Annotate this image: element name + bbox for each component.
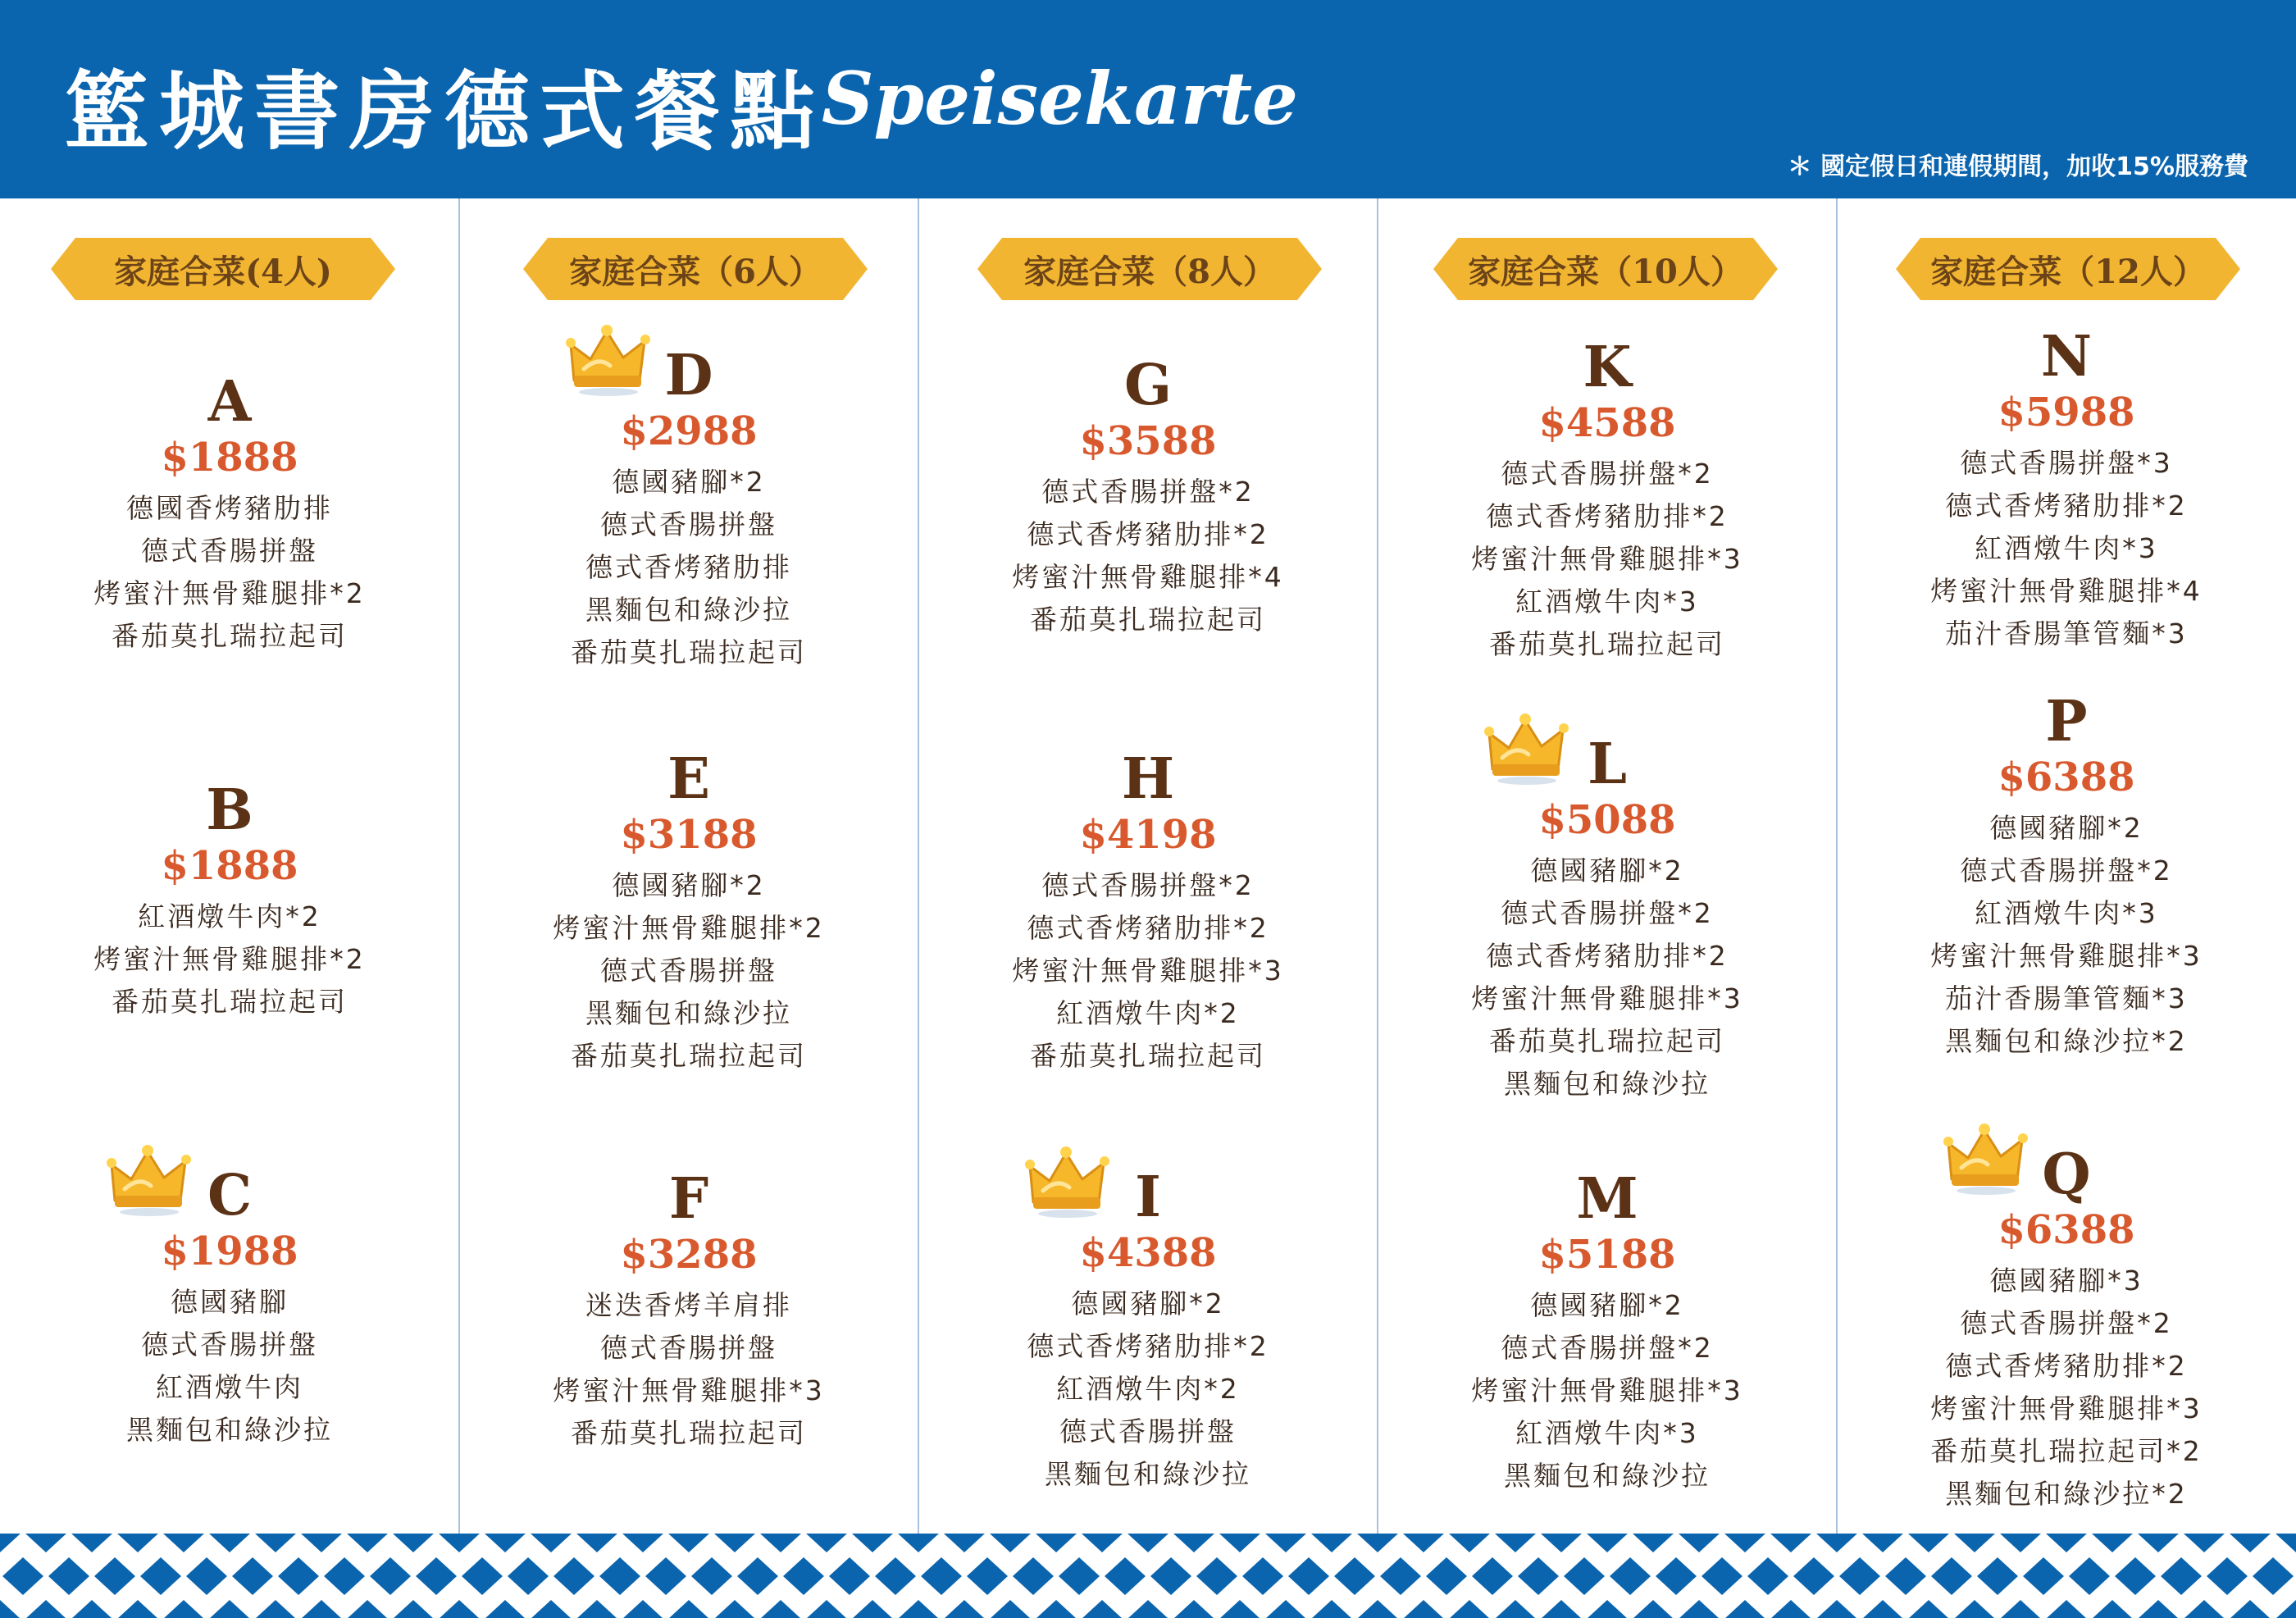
dish-item: 德式香腸拼盤*2 <box>1501 897 1714 929</box>
dish-item: 番茄莫扎瑞拉起司 <box>112 620 348 652</box>
party-size-badge <box>51 238 395 300</box>
set-menu-f <box>459 1168 918 1455</box>
diamond-pattern-border <box>0 1534 2296 1618</box>
dish-item: 紅酒燉牛肉*3 <box>1975 897 2158 929</box>
set-menu-i <box>918 1166 1378 1496</box>
dish-item: 德國豬腳*3 <box>1989 1265 2143 1297</box>
set-price: $5988 <box>1998 390 2135 435</box>
menu-column <box>0 198 459 1534</box>
set-price: $6388 <box>1998 754 2135 800</box>
party-size-badge <box>977 238 1322 300</box>
dish-item: 烤蜜汁無骨雞腿排*2 <box>93 577 366 609</box>
column-divider <box>1377 198 1378 1534</box>
set-letter: B <box>206 777 253 843</box>
set-letter: L <box>1588 732 1627 797</box>
dish-item: 德式香腸拼盤 <box>600 1332 777 1364</box>
dish-item: 黑麵包和綠沙拉*2 <box>1945 1025 2188 1057</box>
set-price: $3188 <box>620 812 758 858</box>
set-menu-b <box>0 779 459 1023</box>
dish-item: 烤蜜汁無骨雞腿排*2 <box>93 943 366 975</box>
dish-item: 德式香烤豬肋排*2 <box>1027 1330 1269 1362</box>
dish-item: 德國香烤豬肋排 <box>126 492 333 524</box>
dish-item: 紅酒燉牛肉 <box>156 1371 303 1403</box>
dish-item: 德國豬腳*2 <box>1530 1289 1684 1321</box>
dish-item: 德式香烤豬肋排*2 <box>1945 490 2188 522</box>
dish-item: 番茄莫扎瑞拉起司 <box>1030 1040 1266 1072</box>
menu-column <box>918 198 1378 1534</box>
dish-item: 德式香腸拼盤 <box>600 955 777 987</box>
set-price: $4388 <box>1079 1230 1217 1276</box>
dish-item: 德國豬腳*2 <box>1530 855 1684 886</box>
dish-item: 番茄莫扎瑞拉起司 <box>1489 1025 1725 1057</box>
dish-item: 烤蜜汁無骨雞腿排*3 <box>1471 543 1743 575</box>
dish-item: 德式香烤豬肋排*2 <box>1486 500 1729 532</box>
dish-item: 德式香腸拼盤*2 <box>1960 855 2173 886</box>
dish-item: 德式香烤豬肋排*2 <box>1945 1350 2188 1382</box>
set-menu-p <box>1837 690 2296 1063</box>
set-menu-d <box>459 344 918 674</box>
set-letter: N <box>2040 324 2093 390</box>
dish-item: 番茄莫扎瑞拉起司*2 <box>1930 1435 2203 1467</box>
dish-item: 烤蜜汁無骨雞腿排*3 <box>1471 1374 1743 1406</box>
service-charge-note: ＊ 國定假日和連假期間，加收15%服務費 <box>1787 153 2248 181</box>
set-letter: A <box>207 369 252 435</box>
party-size-label: 家庭合菜（10人） <box>1468 252 1743 291</box>
dish-item: 德式香腸拼盤*2 <box>1041 869 1255 901</box>
set-letter: E <box>667 746 710 812</box>
dish-item: 番茄莫扎瑞拉起司 <box>571 1417 807 1449</box>
dish-item: 德國豬腳*2 <box>1989 812 2143 844</box>
party-size-label: 家庭合菜（12人） <box>1930 252 2206 291</box>
set-letter: H <box>1121 746 1175 812</box>
dish-item: 德國豬腳*2 <box>1071 1288 1225 1319</box>
menu-column <box>459 198 918 1534</box>
dish-item: 德國豬腳*2 <box>612 466 766 498</box>
header-banner <box>0 0 2296 198</box>
column-divider <box>918 198 919 1534</box>
dish-item: 烤蜜汁無骨雞腿排*3 <box>1930 940 2203 972</box>
set-price: $1888 <box>161 843 298 889</box>
set-price: $5188 <box>1538 1232 1676 1278</box>
set-price: $2988 <box>620 408 758 454</box>
dish-item: 德式香腸拼盤*2 <box>1501 458 1714 490</box>
crown-icon <box>566 323 651 397</box>
dish-item: 番茄莫扎瑞拉起司 <box>571 1040 807 1072</box>
dish-item: 黑麵包和綠沙拉 <box>585 997 792 1029</box>
dish-item: 德式香腸拼盤 <box>141 535 318 567</box>
set-price: $4588 <box>1538 400 1676 446</box>
menu-column <box>1378 198 1837 1534</box>
dish-item: 黑麵包和綠沙拉 <box>126 1414 333 1446</box>
dish-item: 紅酒燉牛肉*2 <box>138 900 321 932</box>
set-menu-l <box>1378 733 1837 1105</box>
dish-item: 黑麵包和綠沙拉 <box>1045 1458 1251 1490</box>
set-price: $4198 <box>1079 812 1217 858</box>
crown-icon <box>1025 1145 1110 1219</box>
set-price: $1888 <box>161 435 298 481</box>
dish-item: 迷迭香烤羊肩排 <box>585 1289 792 1321</box>
party-size-badge <box>1896 238 2240 300</box>
set-menu-a <box>0 371 459 658</box>
set-letter: K <box>1583 335 1632 400</box>
set-menu-e <box>459 748 918 1078</box>
set-menu-n <box>1837 326 2296 655</box>
set-letter: G <box>1123 353 1173 418</box>
dish-item: 德式香烤豬肋排*2 <box>1486 940 1729 972</box>
crown-icon <box>1484 712 1569 786</box>
party-size-badge <box>523 238 868 300</box>
set-letter: P <box>2045 689 2088 754</box>
menu-columns <box>0 198 2296 1534</box>
set-price: $5088 <box>1538 797 1676 843</box>
dish-item: 紅酒燉牛肉*3 <box>1515 586 1699 618</box>
dish-item: 黑麵包和綠沙拉*2 <box>1945 1478 2188 1510</box>
dish-item: 德式香腸拼盤*2 <box>1041 476 1255 508</box>
set-price: $6388 <box>1998 1207 2135 1253</box>
dish-item: 紅酒燉牛肉*2 <box>1056 997 1240 1029</box>
set-menu-k <box>1378 336 1837 666</box>
dish-item: 德式香腸拼盤 <box>1059 1415 1237 1447</box>
dish-item: 番茄莫扎瑞拉起司 <box>112 986 348 1018</box>
dish-item: 德式香腸拼盤*2 <box>1960 1307 2173 1339</box>
set-letter: Q <box>2042 1142 2091 1207</box>
set-price: $1988 <box>161 1228 298 1274</box>
dish-item: 番茄莫扎瑞拉起司 <box>1030 604 1266 636</box>
menu-column <box>1837 198 2296 1534</box>
dish-item: 德式香烤豬肋排*2 <box>1027 518 1269 550</box>
dish-item: 番茄莫扎瑞拉起司 <box>1489 628 1725 660</box>
dish-item: 茄汁香腸筆管麵*3 <box>1945 618 2188 649</box>
dish-item: 茄汁香腸筆管麵*3 <box>1945 982 2188 1014</box>
party-size-badge <box>1433 238 1778 300</box>
set-letter: D <box>664 343 713 408</box>
page-title: 籃城書房德式餐點 <box>64 61 826 162</box>
dish-item: 烤蜜汁無骨雞腿排*4 <box>1930 575 2203 607</box>
dish-item: 德式香烤豬肋排 <box>585 551 792 583</box>
set-price: $3588 <box>1079 418 1217 464</box>
set-menu-c <box>0 1165 459 1452</box>
dish-item: 烤蜜汁無骨雞腿排*2 <box>553 912 825 944</box>
dish-item: 紅酒燉牛肉*2 <box>1056 1373 1240 1405</box>
dish-item: 黑麵包和綠沙拉 <box>1504 1460 1711 1492</box>
set-menu-g <box>918 354 1378 641</box>
party-size-label: 家庭合菜（8人） <box>1023 252 1276 291</box>
set-price: $3288 <box>620 1232 758 1278</box>
set-letter: C <box>207 1163 253 1228</box>
dish-item: 紅酒燉牛肉*3 <box>1975 532 2158 564</box>
set-letter: F <box>668 1166 709 1232</box>
dish-item: 烤蜜汁無骨雞腿排*3 <box>1930 1392 2203 1424</box>
dish-item: 番茄莫扎瑞拉起司 <box>571 636 807 668</box>
set-letter: M <box>1576 1166 1638 1232</box>
dish-item: 烤蜜汁無骨雞腿排*3 <box>1012 955 1284 987</box>
dish-item: 紅酒燉牛肉*3 <box>1515 1417 1699 1449</box>
dish-item: 黑麵包和綠沙拉 <box>585 594 792 626</box>
dish-item: 烤蜜汁無骨雞腿排*4 <box>1012 561 1284 593</box>
dish-item: 烤蜜汁無骨雞腿排*3 <box>553 1374 825 1406</box>
dish-item: 德式香腸拼盤 <box>600 508 777 540</box>
dish-item: 德式香腸拼盤 <box>141 1329 318 1360</box>
crown-icon <box>1943 1122 2029 1196</box>
set-letter: I <box>1135 1165 1161 1230</box>
dish-item: 德式香腸拼盤*3 <box>1960 447 2173 479</box>
crown-icon <box>107 1143 192 1217</box>
set-menu-m <box>1378 1168 1837 1497</box>
dish-item: 德式香烤豬肋排*2 <box>1027 912 1269 944</box>
party-size-label: 家庭合菜（6人） <box>569 252 822 291</box>
dish-item: 黑麵包和綠沙拉 <box>1504 1068 1711 1100</box>
set-menu-h <box>918 748 1378 1078</box>
dish-item: 烤蜜汁無骨雞腿排*3 <box>1471 982 1743 1014</box>
set-menu-q <box>1837 1143 2296 1515</box>
page-subtitle: Speisekarte <box>822 56 1299 141</box>
column-divider <box>1836 198 1838 1534</box>
dish-item: 德國豬腳*2 <box>612 869 766 901</box>
party-size-label: 家庭合菜(4人) <box>114 252 332 291</box>
dish-item: 德國豬腳 <box>171 1286 289 1318</box>
dish-item: 德式香腸拼盤*2 <box>1501 1332 1714 1364</box>
column-divider <box>458 198 460 1534</box>
